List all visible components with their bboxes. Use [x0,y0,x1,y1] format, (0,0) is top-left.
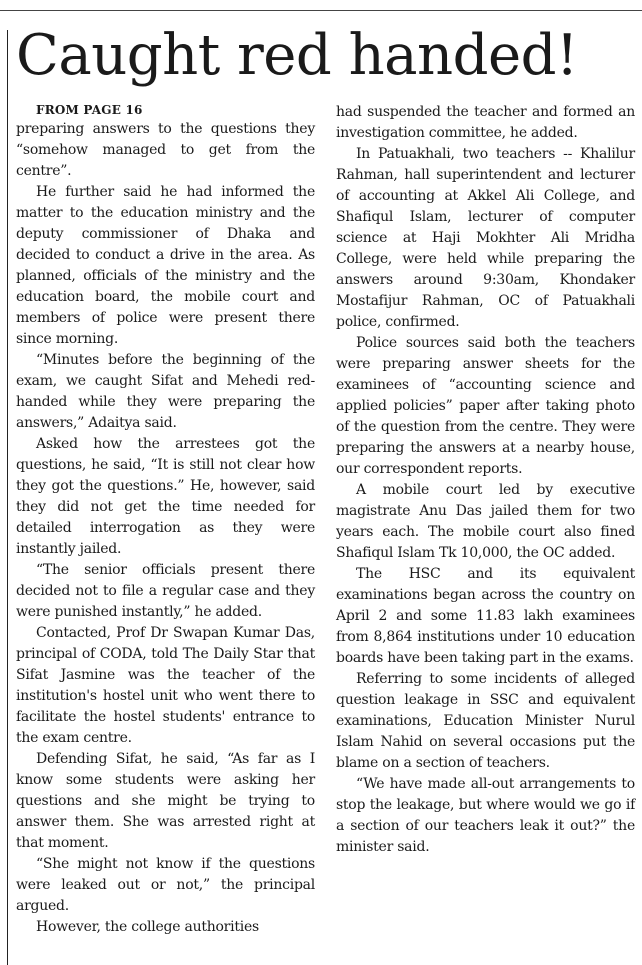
paragraph: “We have made all-out arrangements to stop the leakage, but where would we go if a section of our teachers leak it out?” the minister said. [336,776,635,855]
right-column [336,102,635,858]
paragraph: Asked how the arrestees got the questions, he said, “It is still not clear how they got the questions.” He, however, said they did not get the time needed for detailed interrogation as they were instantly jailed. [16,436,315,557]
headline: Caught red handed! [16,23,578,88]
paragraph: preparing answers to the questions they “somehow managed to get from the centre”. [16,121,315,179]
paragraph: Police sources said both the teachers were preparing answer sheets for the examinees of “accounting science and applied policies” paper after taking photo of the question from the centre. They were preparing the answers at a nearby house, our correspondent reports. [336,335,635,477]
top-rule [0,10,642,11]
paragraph: Referring to some incidents of alleged question leakage in SSC and equivalent examinations, Education Minister Nurul Islam Nahid on several occasions put the blame on a section of teachers. [336,671,635,771]
paragraph: He further said he had informed the matter to the education ministry and the deputy commissioner of Dhaka and decided to conduct a drive in the area. As planned, officials of the ministry and the education board, the mobile court and members of police were present there since morning. [16,184,315,347]
paragraph: The HSC and its equivalent examinations began across the country on April 2 and some 11.83 lakh examinees from 8,864 institutions under 10 education boards have been taking part in the exams. [336,566,635,666]
paragraph: Defending Sifat, he said, “As far as I know some students were asking her questions and she might be trying to answer them. She was arrested right at that moment. [16,751,315,851]
paragraph: had suspended the teacher and formed an investigation committee, he added. [336,104,635,141]
paragraph: However, the college authorities [36,919,259,935]
paragraph: “Minutes before the beginning of the exam, we caught Sifat and Mehedi red-handed while they were preparing the answers,” Adaitya said. [16,352,315,431]
paragraph: In Patuakhali, two teachers -- Khalilur Rahman, hall superintendent and lecturer of accounting at Akkel Ali College, and Shafiqul Islam, lecturer of computer science at Haji Mokhter Ali Mridha College, were held while preparing the answers around 9:30am, Khondaker Mostafijur Rahman, OC of Patuakhali police, confirmed. [336,146,635,330]
paragraph: Contacted, Prof Dr Swapan Kumar Das, principal of CODA, told The Daily Star that Sifat Jasmine was the teacher of the institution's hostel unit who went there to facilitate the hostel students' entrance to the exam centre. [16,625,315,746]
left-column [16,102,315,938]
paragraph: A mobile court led by executive magistrate Anu Das jailed them for two years each. The mobile court also fined Shafiqul Islam Tk 10,000, the OC added. [336,482,635,561]
article-body [16,102,636,965]
jump-line: FROM PAGE 16 [36,103,143,117]
column-rule [7,30,8,965]
paragraph: “The senior officials present there decided not to file a regular case and they were punished instantly,” he added. [16,562,315,620]
paragraph: “She might not know if the questions were leaked out or not,” the principal argued. [16,856,315,914]
